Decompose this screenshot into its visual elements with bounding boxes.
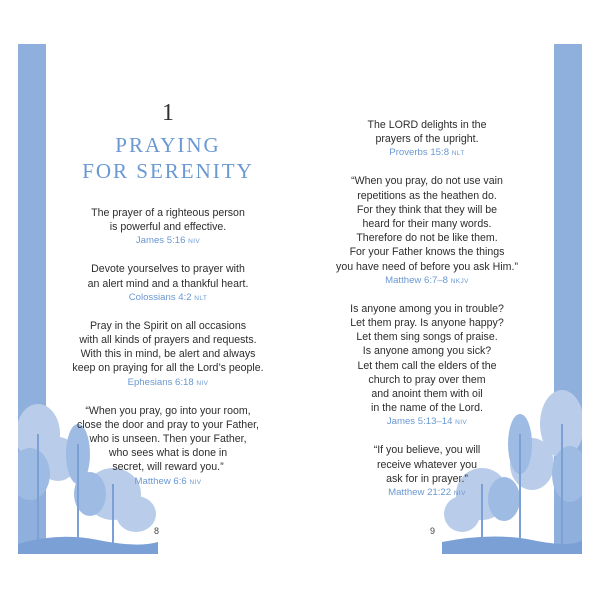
verse-line: ask for in prayer.” (386, 472, 468, 485)
verse-reference (48, 234, 288, 248)
verse-line: Is anyone among you sick? (362, 345, 492, 358)
verse-block (48, 319, 288, 376)
verse-reference (302, 274, 552, 288)
verse-line: secret, will reward you.” (112, 461, 224, 474)
reference-text: Matthew 21:22 (388, 487, 452, 499)
verse-line: Is anyone among you in trouble? (350, 302, 504, 315)
verse-line: an alert mind and a thankful heart. (87, 277, 249, 290)
reference-text: James 5:16 (135, 235, 186, 247)
verse-line: Pray in the Spirit on all occasions (89, 319, 247, 332)
verse-line: and anoint them with oil (371, 388, 483, 401)
reference-text: Colossians 4:2 (128, 291, 192, 303)
bible-version: NKJV (450, 277, 469, 285)
verse-block (302, 302, 552, 416)
verse-line: receive whatever you (376, 458, 478, 471)
verse-block (302, 174, 552, 273)
page-number: 8 (154, 526, 160, 536)
verse-line: heard for their many words. (362, 218, 492, 231)
bible-version: NIV (455, 419, 468, 427)
verse-line: With this in mind, be alert and always (80, 348, 256, 361)
chapter-title-line: PRAYING (115, 133, 221, 157)
verse-line: For your Father knows the things (349, 246, 505, 259)
reference-text: Ephesians 6:18 (127, 376, 194, 388)
chapter-title-line: FOR SERENITY (82, 159, 254, 183)
bible-version: NLT (451, 150, 465, 158)
left-page (18, 44, 298, 554)
bible-version: NIV (188, 238, 201, 246)
verse-line: close the door and pray to your Father, (77, 418, 259, 431)
verse-line: keep on praying for all the Lord’s people. (72, 362, 264, 375)
verse-line: The prayer of a righteous person (91, 207, 245, 219)
verse-line: Therefore do not be like them. (356, 232, 498, 245)
verse-reference (302, 415, 552, 429)
chapter-number: 1 (162, 100, 174, 126)
verse-block (302, 443, 552, 486)
bible-version: NIV (196, 379, 209, 387)
verse-block (48, 404, 288, 475)
verse-line: repetitions as the heathen do. (357, 189, 497, 202)
verse-line: Let them call the elders of the (357, 359, 497, 372)
verse-line: who sees what is done in (108, 447, 228, 460)
bible-version: NLT (194, 294, 208, 302)
reference-text: Proverbs 15:8 (389, 147, 450, 159)
page-number: 9 (430, 526, 436, 536)
verse-line: you have need of before you ask Him.” (336, 260, 518, 273)
verse-line: “When you pray, do not use vain (351, 175, 503, 188)
verse-line: in the name of the Lord. (371, 402, 483, 415)
verse-line: who is unseen. Then your Father, (89, 433, 247, 446)
reference-text: Matthew 6:7–8 (385, 274, 449, 286)
verse-line: Devote yourselves to prayer with (91, 263, 245, 276)
left-text-column (48, 44, 288, 503)
right-verses (302, 118, 552, 500)
verse-line: Let them sing songs of praise. (356, 331, 498, 344)
bible-version: NIV (453, 490, 466, 498)
verse-line: prayers of the upright. (375, 133, 479, 146)
verse-line: church to pray over them (368, 373, 486, 386)
verse-line: Let them pray. Is anyone happy? (350, 317, 504, 330)
right-page (302, 44, 582, 554)
verse-line: For they think that they will be (356, 203, 498, 216)
verse-block (48, 262, 288, 290)
reference-text: Matthew 6:6 (134, 475, 187, 487)
right-text-column (302, 44, 552, 514)
verse-line: “When you pray, go into your room, (85, 404, 251, 417)
verse-line: The LORD delights in the (367, 119, 487, 131)
verse-line: with all kinds of prayers and requests. (79, 334, 257, 347)
verse-line: is powerful and effective. (109, 221, 227, 234)
verse-line: “If you believe, you will (373, 444, 481, 457)
verse-reference (302, 486, 552, 500)
verse-reference (48, 291, 288, 305)
verse-block (48, 206, 288, 234)
left-verses (48, 206, 288, 489)
verse-reference (302, 146, 552, 160)
verse-block (302, 118, 552, 146)
bible-version: NIV (189, 478, 202, 486)
chapter-title (48, 132, 288, 184)
reference-text: James 5:13–14 (386, 416, 453, 428)
verse-reference (48, 376, 288, 390)
verse-reference (48, 475, 288, 489)
